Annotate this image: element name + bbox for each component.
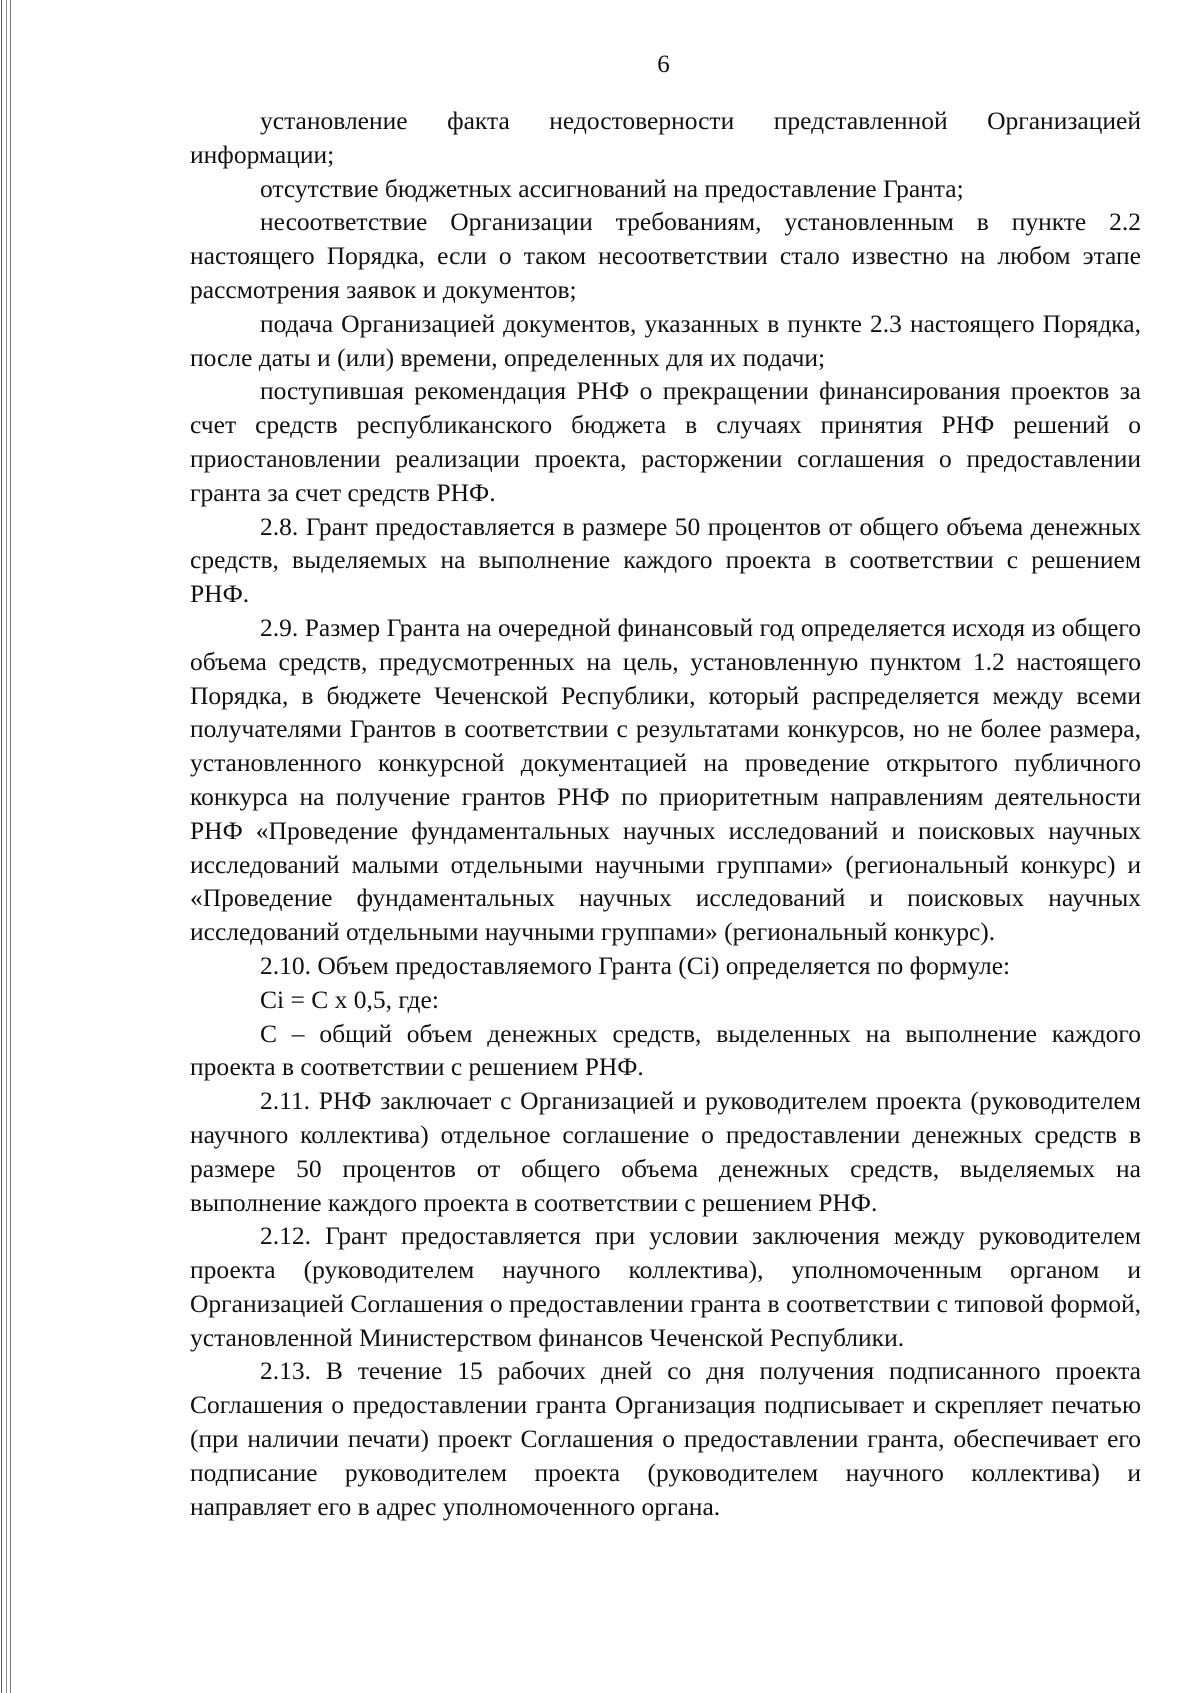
page-number: 6	[657, 51, 670, 78]
scan-edge-line	[6, 0, 7, 1693]
scan-edge-line	[1, 0, 2, 1693]
document-body	[190, 104, 1141, 1523]
clause-2-13: 2.13. В течение 15 рабочих дней со дня получения подписанного проекта Соглашения о предоставлении гранта Организация подписывает и скрепляет печатью (при наличии печати) проект Соглашения о предоставлении гранта, обеспечивает его подписание руководителем проекта (руководителем научного коллектива) и направляет его в адрес уполномоченного органа.	[190, 1356, 1141, 1521]
scan-edge-line	[10, 0, 11, 1693]
formula-definition: C – общий объем денежных средств, выделенных на выполнение каждого проекта в соответствии с решением РНФ.	[190, 1018, 1141, 1082]
clause-2-9: 2.9. Размер Гранта на очередной финансовый год определяется исходя из общего объема средств, предусмотренных на цель, установленную пунктом 1.2 настоящего Порядка, в бюджете Чеченской Республики, который распределяется между всеми получателями Грантов в соответствии с результатами конкурсов, но не более размера, установленного конкурсной документацией на проведение открытого публичного конкурса на получение грантов РНФ по приоритетным направлениям деятельности РНФ «Проведение фундаментальных научных исследований и поисковых научных исследований малыми отдельными научными группами» (региональный конкурс) и «Проведение фундаментальных научных исследований и поисковых научных исследований отдельными научными группами» (региональный конкурс).	[190, 612, 1141, 947]
paragraph-late-submission: подача Организацией документов, указанных в пункте 2.3 настоящего Порядка, после даты и (или) времени, определенных для их подачи;	[190, 308, 1141, 372]
clause-2-10: 2.10. Объем предоставляемого Гранта (Ci) определяется по формуле:	[260, 950, 1011, 980]
paragraph-no-budget: отсутствие бюджетных ассигнований на предоставление Гранта;	[260, 173, 964, 203]
formula: Ci = C x 0,5, где:	[260, 984, 439, 1014]
paragraph-noncompliance: несоответствие Организации требованиям, установленным в пункте 2.2 настоящего Порядка, если о таком несоответствии стало известно на любом этапе рассмотрения заявок и документов;	[190, 207, 1141, 304]
clause-2-11: 2.11. РНФ заключает с Организацией и руководителем проекта (руководителем научного коллектива) отдельное соглашение о предоставлении денежных средств в размере 50 процентов от общего объема денежных средств, выделяемых на выполнение каждого проекта в соответствии с решением РНФ.	[190, 1086, 1141, 1217]
paragraph-rnf-recommendation: поступившая рекомендация РНФ о прекращении финансирования проектов за счет средств республиканского бюджета в случаях принятия РНФ решений о приостановлении реализации проекта, расторжении соглашения о предоставлении гранта за счет средств РНФ.	[190, 376, 1141, 507]
clause-2-12: 2.12. Грант предоставляется при условии заключения между руководителем проекта (руководителем научного коллектива), уполномоченным органом и Организацией Соглашения о предоставлении гранта в соответствии с типовой формой, установленной Министерством финансов Чеченской Республики.	[190, 1221, 1141, 1352]
clause-2-8: 2.8. Грант предоставляется в размере 50 процентов от общего объема денежных средств, выделяемых на выполнение каждого проекта в соответствии с решением РНФ.	[190, 511, 1141, 609]
paragraph-unreliable-info: установление факта недостоверности представленной Организацией информации;	[190, 106, 1141, 169]
